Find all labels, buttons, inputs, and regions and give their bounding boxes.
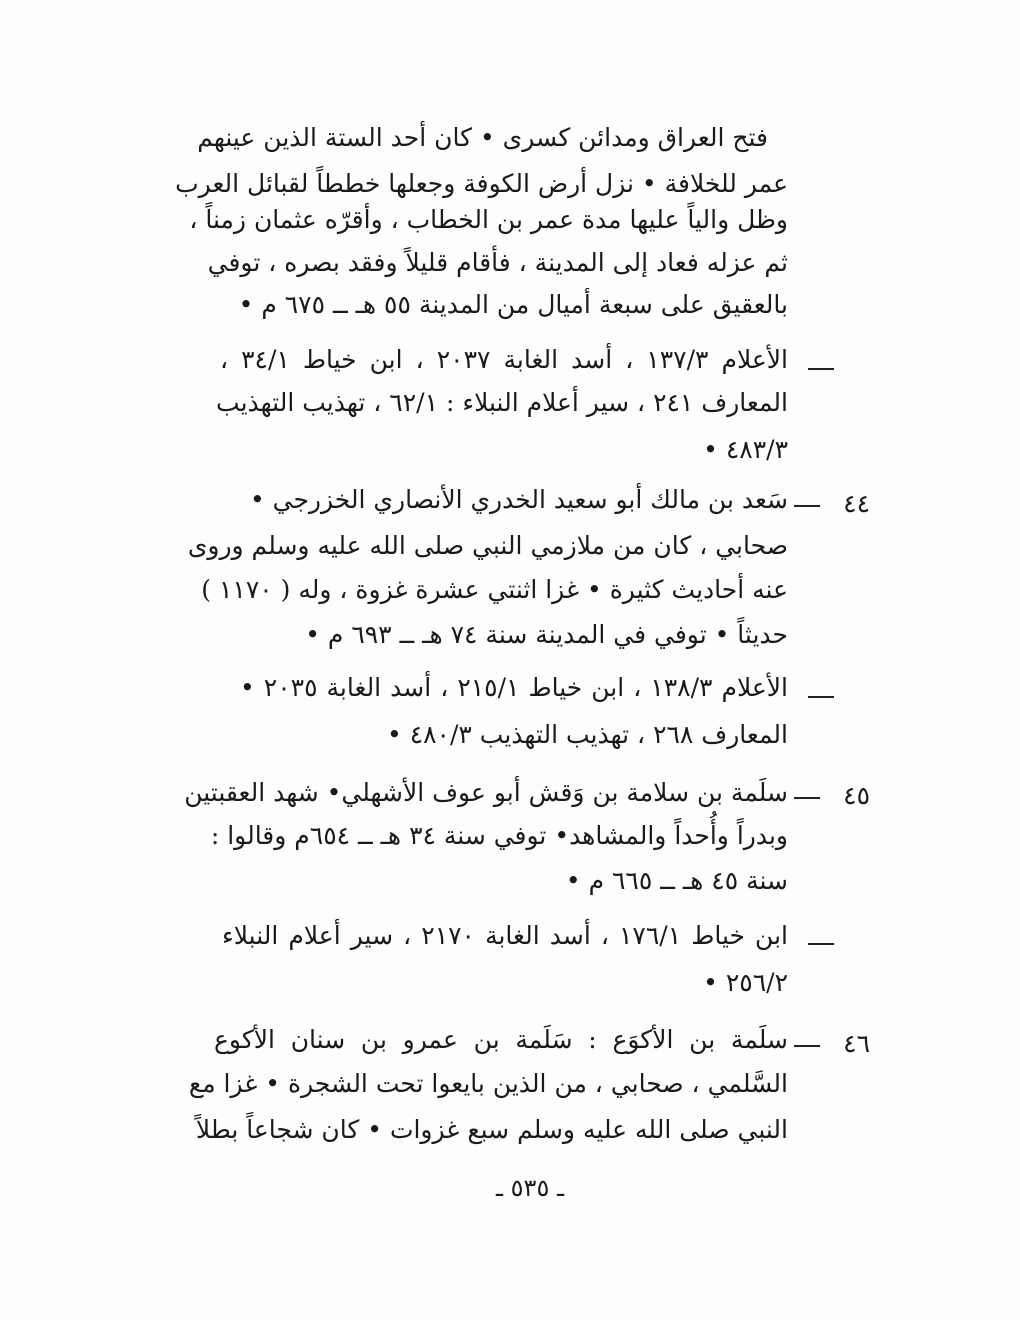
entry-44-line-2: صحابي ، كان من ملازمي النبي صلى الله عليه وسلم وروى — [187, 531, 788, 560]
entry-44-line-1: سَعد بن مالك أبو سعيد الخدري الأنصاري الخزرجي • — [249, 485, 788, 514]
entry-46-dash — [794, 1045, 820, 1047]
entry-46-number: ٤٦ — [843, 1029, 870, 1058]
entry-44-line-3: عنه أحاديث كثيرة • غزا اثنتي عشرة غزوة ، وله ( ١١٧٠ ) — [201, 575, 788, 604]
entry-43-line-2: عمر للخلافة • نزل أرض الكوفة وجعلها خططاً لقبائل العرب — [175, 169, 788, 198]
sources-dash — [808, 943, 834, 945]
entry-45-source-line-1: ابن خياط ١٧٦/١ ، أسد الغابة ٢١٧٠ ، سير أعلام النبلاء — [222, 921, 788, 950]
entry-45-line-2: وبدراً وأُحداً والمشاهد• توفي سنة ٣٤ هـ ــ ٦٥٤م وقالوا : — [210, 821, 788, 850]
page-number: ـ ٥٣٥ ـ — [495, 1174, 564, 1202]
entry-43-line-5: بالعقيق على سبعة أميال من المدينة ٥٥ هـ ــ ٦٧٥ م • — [238, 290, 788, 319]
entry-44-source-line-1: الأعلام ١٣٨/٣ ، ابن خياط ٢١٥/١ ، أسد الغابة ٢٠٣٥ • — [240, 673, 788, 702]
sources-dash — [808, 368, 834, 370]
entry-46-line-1: سلَمة بن الأكوَع : سَلَمة بن عمرو بن سنان الأكوع — [214, 1025, 788, 1054]
entry-45-number: ٤٥ — [843, 781, 870, 810]
entry-45-dash — [794, 797, 820, 799]
entry-44-dash — [794, 505, 820, 507]
entry-43-source-line-2: المعارف ٢٤١ ، سير أعلام النبلاء : ٦٢/١ ، تهذيب التهذيب — [216, 388, 788, 417]
entry-43-source-line-3: ٤٨٣/٣ • — [703, 435, 788, 464]
entry-45-line-1: سلَمة بن سلامة بن وَقش أبو عوف الأشهلي• شهد العقبتين — [184, 778, 788, 807]
sources-dash — [808, 696, 834, 698]
entry-44-line-4: حديثاً • توفي في المدينة سنة ٧٤ هـ ــ ٦٩٣ م • — [305, 620, 788, 649]
entry-45-source-line-2: ٢٥٦/٢ • — [703, 968, 788, 997]
entry-46-line-3: النبي صلى الله عليه وسلم سبع غزوات • كان شجاعاً بطلاً — [195, 1115, 788, 1144]
entry-46-line-2: السَّلمي ، صحابي ، من الذين بايعوا تحت الشجرة • غزا مع — [188, 1069, 788, 1098]
entry-44-number: ٤٤ — [843, 489, 870, 518]
entry-45-line-3: سنة ٤٥ هـ ــ ٦٦٥ م • — [565, 866, 788, 895]
entry-43-source-line-1: الأعلام ١٣٧/٣ ، أسد الغابة ٢٠٣٧ ، ابن خياط ٣٤/١ ، — [220, 345, 788, 374]
entry-43-line-4: ثم عزله فعاد إلى المدينة ، فأقام قليلاً وفقد بصره ، توفي — [207, 248, 788, 277]
entry-43-line-1: فتح العراق ومدائن كسرى • كان أحد الستة الذين عينهم — [197, 123, 768, 152]
entry-44-source-line-2: المعارف ٢٦٨ ، تهذيب التهذيب ٤٨٠/٣ • — [386, 720, 788, 749]
entry-43-line-3: وظل والياً عليها مدة عمر بن الخطاب ، وأقرّه عثمان زمناً ، — [189, 205, 788, 234]
